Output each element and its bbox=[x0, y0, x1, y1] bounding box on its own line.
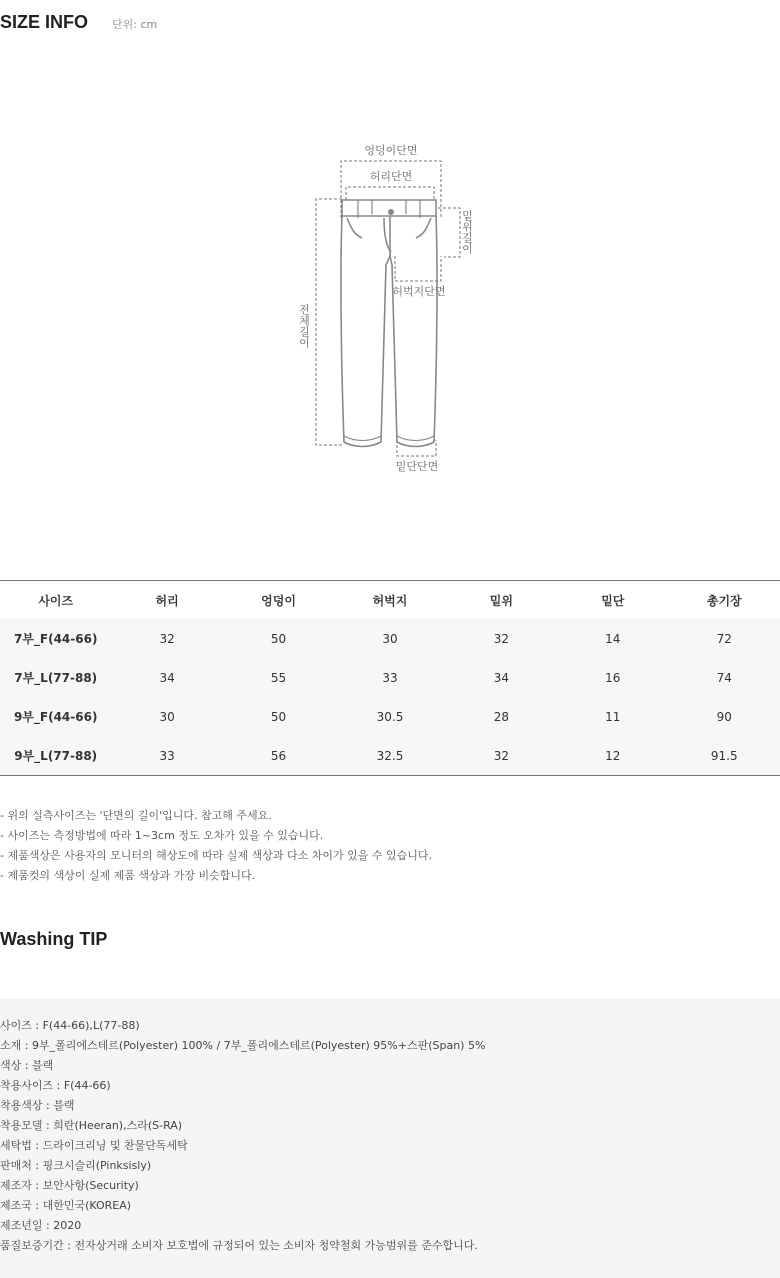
table-row bbox=[0, 736, 780, 776]
table-cell: 32 bbox=[111, 619, 222, 658]
thigh-label: 허벅지단면 bbox=[392, 285, 446, 298]
table-cell: 12 bbox=[557, 736, 668, 776]
table-cell: 50 bbox=[223, 619, 334, 658]
pants-outline bbox=[341, 200, 437, 447]
note-line: - 제품컷의 색상이 실제 제품 색상과 가장 비슷합니다. bbox=[0, 869, 256, 882]
info-line: 색상 : 블랙 bbox=[0, 1059, 54, 1072]
table-cell: 33 bbox=[111, 736, 222, 776]
size-table bbox=[0, 580, 780, 776]
waist-label: 허리단면 bbox=[369, 170, 413, 183]
table-cell: 30 bbox=[334, 619, 445, 658]
info-line: 판매처 : 핑크시슬리(Pinksisly) bbox=[0, 1159, 152, 1172]
info-line: 착용사이즈 : F(44-66) bbox=[0, 1079, 111, 1092]
table-row bbox=[0, 658, 780, 697]
total-length-label: 전체길이 bbox=[297, 304, 311, 348]
table-cell: 32.5 bbox=[334, 736, 445, 776]
size-info-title: SIZE INFO bbox=[0, 12, 89, 32]
info-line: 제조국 : 대한민국(KOREA) bbox=[0, 1199, 132, 1212]
table-row bbox=[0, 619, 780, 658]
pants-measurement-diagram bbox=[0, 130, 780, 490]
info-line: 착용모델 : 희란(Heeran),스라(S-RA) bbox=[0, 1119, 183, 1132]
table-cell: 74 bbox=[669, 658, 780, 697]
product-info-box bbox=[0, 998, 780, 1278]
table-cell: 30.5 bbox=[334, 697, 445, 736]
note-line: - 위의 실측사이즈는 '단면의 길이'입니다. 참고해 주세요. bbox=[0, 809, 272, 822]
rise-label: 밑위길이 bbox=[460, 210, 474, 254]
table-cell: 32 bbox=[446, 619, 557, 658]
button-icon bbox=[388, 209, 394, 215]
info-line: 제조자 : 보안사항(Security) bbox=[0, 1179, 139, 1192]
col-header-waist: 허리 bbox=[111, 581, 222, 620]
size-notes bbox=[0, 806, 432, 886]
table-cell: 11 bbox=[557, 697, 668, 736]
table-cell: 7부_F(44-66) bbox=[0, 619, 111, 658]
info-line: 세탁법 : 드라이크리닝 및 찬물단독세탁 bbox=[0, 1139, 188, 1152]
table-cell: 90 bbox=[669, 697, 780, 736]
unit-label: 단위: cm bbox=[112, 18, 158, 31]
size-info-header bbox=[0, 12, 157, 33]
info-line: 사이즈 : F(44-66),L(77-88) bbox=[0, 1019, 140, 1032]
col-header-hem: 밑단 bbox=[557, 581, 668, 620]
table-cell: 14 bbox=[557, 619, 668, 658]
size-table-header-row bbox=[0, 581, 780, 620]
col-header-hip: 엉덩이 bbox=[223, 581, 334, 620]
col-header-total-length: 총기장 bbox=[669, 581, 780, 620]
col-header-size: 사이즈 bbox=[0, 581, 111, 620]
table-cell: 28 bbox=[446, 697, 557, 736]
table-cell: 32 bbox=[446, 736, 557, 776]
measurement-guides bbox=[316, 161, 460, 456]
col-header-rise: 밑위 bbox=[446, 581, 557, 620]
col-header-thigh: 허벅지 bbox=[334, 581, 445, 620]
table-cell: 34 bbox=[446, 658, 557, 697]
table-cell: 72 bbox=[669, 619, 780, 658]
table-cell: 9부_L(77-88) bbox=[0, 736, 111, 776]
washing-tip-title: Washing TIP bbox=[0, 929, 108, 949]
info-line: 품질보증기간 : 전자상거래 소비자 보호법에 규정되어 있는 소비자 청약철회 가능범위를 준수합니다. bbox=[0, 1239, 478, 1252]
table-cell: 91.5 bbox=[669, 736, 780, 776]
hem-label: 밑단단면 bbox=[395, 460, 439, 473]
info-line: 소재 : 9부_폴리에스테르(Polyester) 100% / 7부_폴리에스테르(Polyester) 95%+스판(Span) 5% bbox=[0, 1039, 486, 1052]
table-cell: 56 bbox=[223, 736, 334, 776]
note-line: - 사이즈는 측정방법에 따라 1~3cm 정도 오차가 있을 수 있습니다. bbox=[0, 829, 324, 842]
table-cell: 50 bbox=[223, 697, 334, 736]
table-cell: 7부_L(77-88) bbox=[0, 658, 111, 697]
hip-label: 엉덩이단면 bbox=[364, 144, 418, 157]
table-cell: 9부_F(44-66) bbox=[0, 697, 111, 736]
info-line: 제조년일 : 2020 bbox=[0, 1219, 82, 1232]
table-row bbox=[0, 697, 780, 736]
info-line: 착용색상 : 블랙 bbox=[0, 1099, 75, 1112]
table-cell: 55 bbox=[223, 658, 334, 697]
table-cell: 34 bbox=[111, 658, 222, 697]
table-cell: 33 bbox=[334, 658, 445, 697]
note-line: - 제품색상은 사용자의 모니터의 해상도에 따라 실제 색상과 다소 차이가 있을 수 있습니다. bbox=[0, 849, 432, 862]
table-cell: 16 bbox=[557, 658, 668, 697]
table-cell: 30 bbox=[111, 697, 222, 736]
